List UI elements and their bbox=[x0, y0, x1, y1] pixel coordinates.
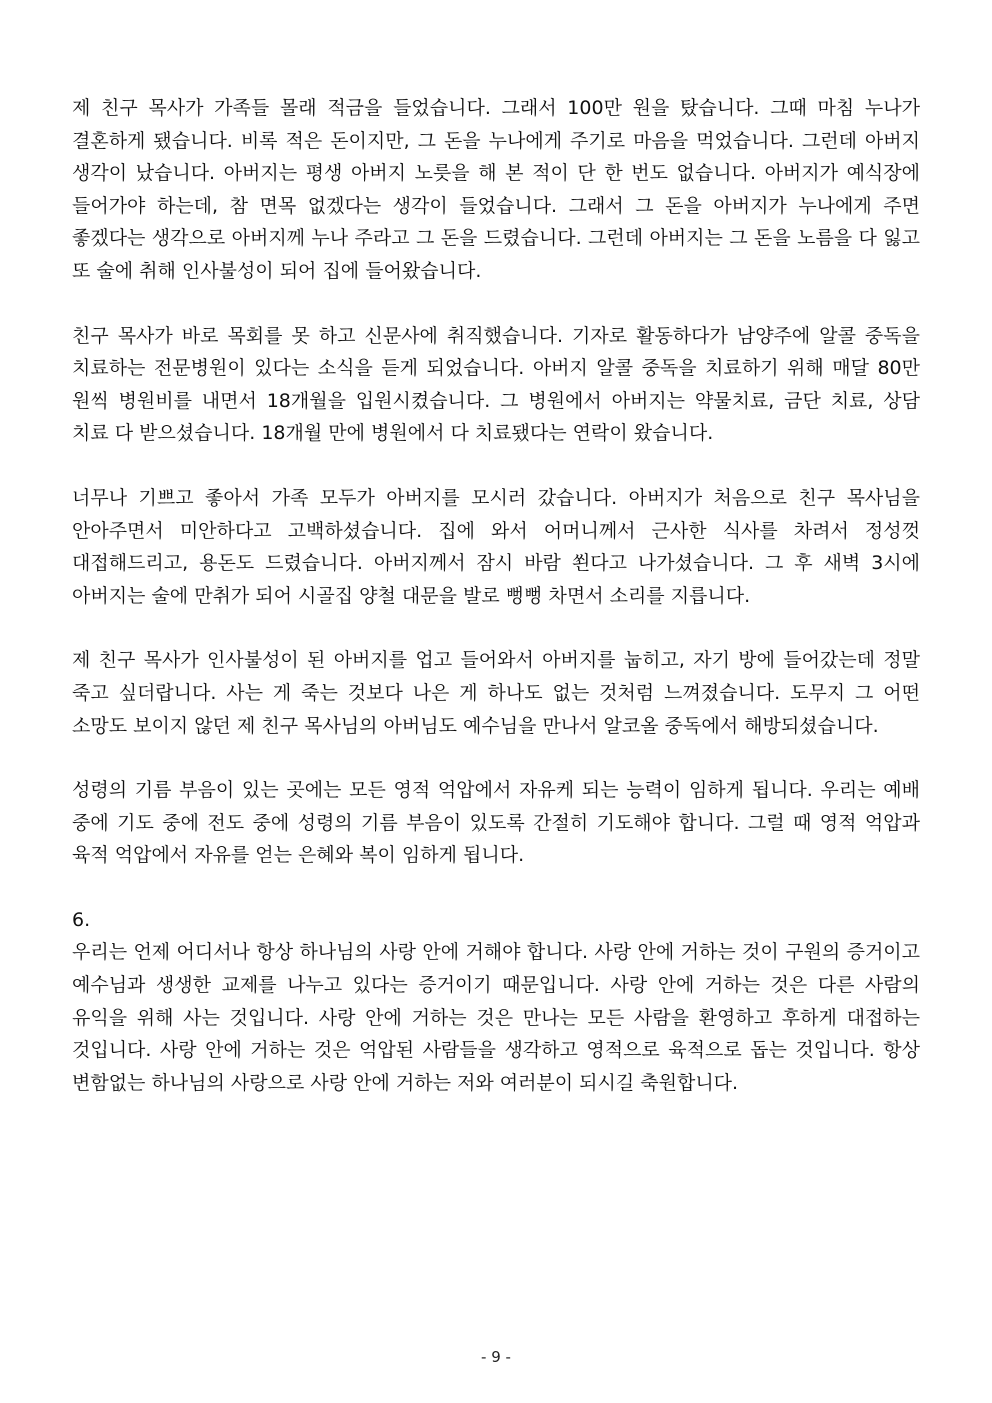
paragraph-2: 친구 목사가 바로 목회를 못 하고 신문사에 취직했습니다. 기자로 활동하다가 남양주에 알콜 중독을 치료하는 전문병원이 있다는 소식을 듣게 되었습니다. 아버지 알콜 중독을 치료하기 위해 매달 80만 원씩 병원비를 내면서 18개월을 입원시켰습니다. 그 병원에서 아버지는 약물치료, 금단 치료, 상담 치료 다 받으셨습니다. 18개월 만에 병원에서 다 치료됐다는 연락이 왔습니다. bbox=[72, 324, 920, 445]
paragraph-6: 우리는 언제 어디서나 항상 하나님의 사랑 안에 거해야 합니다. 사랑 안에 거하는 것이 구원의 증거이고 예수님과 생생한 교제를 나누고 있다는 증거이기 때문입니다. 사랑 안에 거하는 것은 다른 사람의 유익을 위해 사는 것입니다. 사랑 안에 거하는 것은 만나는 모든 사람을 환영하고 후하게 대접하는 것입니다. 사랑 안에 거하는 것은 억압된 사람들을 생각하고 영적으로 육적으로 돕는 것입니다. 항상 변함없는 하나님의 사랑으로 사랑 안에 거하는 저와 여러분이 되시길 축원합니다. bbox=[72, 941, 920, 1094]
paragraph-4: 제 친구 목사가 인사불성이 된 아버지를 업고 들어와서 아버지를 눕히고, 자기 방에 들어갔는데 정말 죽고 싶더랍니다. 사는 게 죽는 것보다 나은 게 하나도 없는 것처럼 느껴졌습니다. 도무지 그 어떤 소망도 보이지 않던 제 친구 목사님의 아버님도 예수님을 만나서 알코올 중독에서 해방되셨습니다. bbox=[72, 649, 920, 737]
page-number-footer: - 9 - bbox=[481, 1348, 511, 1366]
document-page bbox=[72, 92, 920, 1099]
section-number: 6. bbox=[72, 908, 91, 931]
paragraph-5: 성령의 기름 부음이 있는 곳에는 모든 영적 억압에서 자유케 되는 능력이 임하게 됩니다. 우리는 예배 중에 기도 중에 전도 중에 성령의 기름 부음이 있도록 간절히 기도해야 합니다. 그럴 때 영적 억압과 육적 억압에서 자유를 얻는 은혜와 복이 임하게 됩니다. bbox=[72, 779, 920, 867]
paragraph-3: 너무나 기쁘고 좋아서 가족 모두가 아버지를 모시러 갔습니다. 아버지가 처음으로 친구 목사님을 안아주면서 미안하다고 고백하셨습니다. 집에 와서 어머니께서 근사한 식사를 차려서 정성껏 대접해드리고, 용돈도 드렸습니다. 아버지께서 잠시 바람 쐰다고 나가셨습니다. 그 후 새벽 3시에 아버지는 술에 만취가 되어 시골집 양철 대문을 발로 뻥뻥 차면서 소리를 지릅니다. bbox=[72, 486, 920, 607]
paragraph-1: 제 친구 목사가 가족들 몰래 적금을 들었습니다. 그래서 100만 원을 탔습니다. 그때 마침 누나가 결혼하게 됐습니다. 비록 적은 돈이지만, 그 돈을 누나에게 주기로 마음을 먹었습니다. 그런데 아버지 생각이 났습니다. 아버지는 평생 아버지 노릇을 해 본 적이 단 한 번도 없습니다. 아버지가 예식장에 들어가야 하는데, 참 면목 없겠다는 생각이 들었습니다. 그래서 그 돈을 아버지가 누나에게 주면 좋겠다는 생각으로 아버지께 누나 주라고 그 돈을 드렸습니다. 그런데 아버지는 그 돈을 노름을 다 잃고 또 술에 취해 인사불성이 되어 집에 들어왔습니다. bbox=[72, 97, 920, 282]
